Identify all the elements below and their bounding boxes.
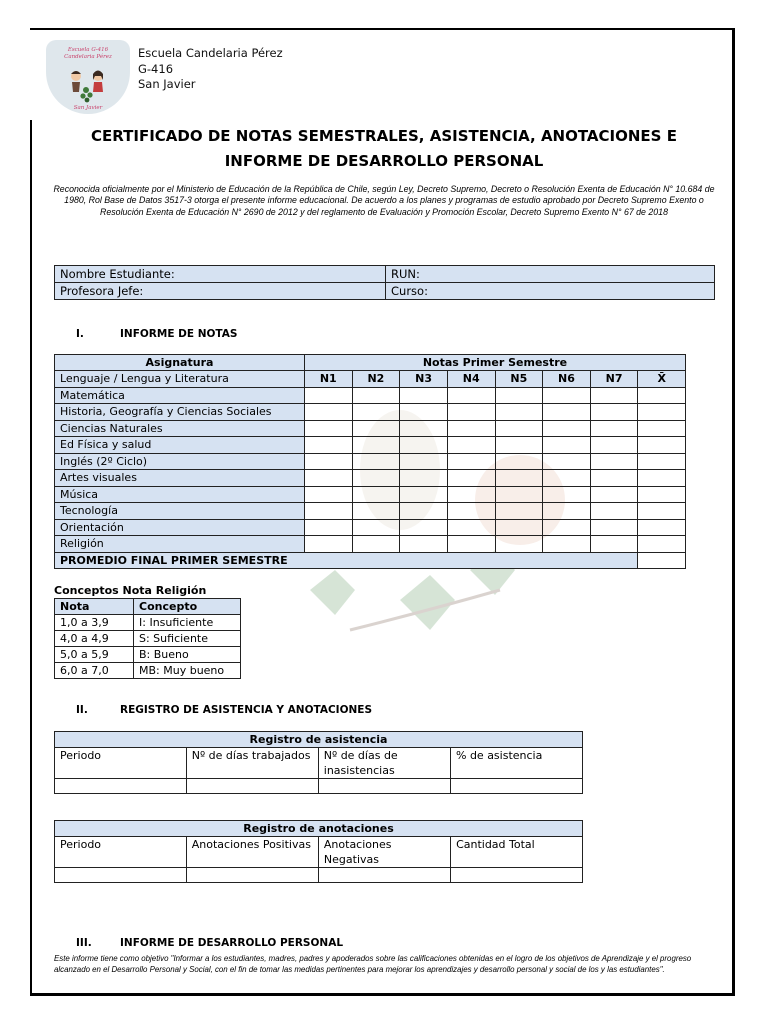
grade-cell[interactable] (590, 420, 638, 437)
grade-column-header: N2 (352, 371, 400, 388)
subject-name: Ciencias Naturales (55, 420, 305, 437)
grade-cell[interactable] (590, 470, 638, 487)
grade-rows (55, 387, 686, 552)
grade-cell[interactable] (543, 437, 591, 454)
teacher-label: Profesora Jefe: (55, 283, 386, 300)
annotations-cell[interactable] (451, 868, 583, 883)
grade-cell[interactable] (590, 404, 638, 421)
grade-cell[interactable] (495, 470, 543, 487)
grade-cell[interactable] (495, 420, 543, 437)
annotations-cell[interactable] (55, 868, 187, 883)
grade-cell[interactable] (638, 503, 686, 520)
grade-cell[interactable] (304, 486, 352, 503)
grade-row (55, 420, 686, 437)
grade-cell[interactable] (304, 420, 352, 437)
annotations-header-total: Cantidad Total (451, 837, 583, 868)
grade-cell[interactable] (638, 519, 686, 536)
grade-cell[interactable] (495, 453, 543, 470)
school-info (138, 46, 283, 93)
grade-cell[interactable] (638, 387, 686, 404)
attendance-cell[interactable] (55, 779, 187, 794)
grade-cell[interactable] (543, 486, 591, 503)
grade-cell[interactable] (590, 536, 638, 553)
subject-name: Historia, Geografía y Ciencias Sociales (55, 404, 305, 421)
subject-name: Orientación (55, 519, 305, 536)
grade-cell[interactable] (543, 453, 591, 470)
grade-cell[interactable] (638, 404, 686, 421)
annotations-header-negative: Anotaciones Negativas (318, 837, 450, 868)
grade-cell[interactable] (447, 470, 495, 487)
grade-cell[interactable] (638, 536, 686, 553)
subject-name: Ed Física y salud (55, 437, 305, 454)
grade-column-header: N1 (304, 371, 352, 388)
grade-cell[interactable] (304, 536, 352, 553)
grade-row (55, 519, 686, 536)
grade-cell[interactable] (352, 503, 400, 520)
grade-cell[interactable] (400, 420, 448, 437)
title-line-1: CERTIFICADO DE NOTAS SEMESTRALES, ASISTENCIA, ANOTACIONES E (91, 127, 677, 145)
grade-row (55, 437, 686, 454)
grade-cell[interactable] (352, 536, 400, 553)
section-3-title: INFORME DE DESARROLLO PERSONAL (120, 937, 344, 949)
annotations-cell[interactable] (318, 868, 450, 883)
grade-cell[interactable] (495, 486, 543, 503)
grade-cell[interactable] (400, 404, 448, 421)
section-2-title: REGISTRO DE ASISTENCIA Y ANOTACIONES (120, 704, 373, 716)
section-1-heading (76, 328, 237, 340)
grade-cell[interactable] (495, 404, 543, 421)
concepts-title: Conceptos Nota Religión (54, 584, 207, 597)
grade-cell[interactable] (638, 470, 686, 487)
annotations-cell[interactable] (186, 868, 318, 883)
grade-cell[interactable] (590, 503, 638, 520)
subject-name: Inglés (2º Ciclo) (55, 453, 305, 470)
subject-name: Tecnología (55, 503, 305, 520)
subject-name: Artes visuales (55, 470, 305, 487)
grade-cell[interactable] (304, 519, 352, 536)
grade-cell[interactable] (590, 486, 638, 503)
grade-cell[interactable] (304, 503, 352, 520)
logo-text-bottom: San Javier (73, 105, 103, 111)
concept-range: 6,0 a 7,0 (55, 663, 134, 679)
logo-text-mid: Candelaria Pérez (64, 54, 112, 60)
concept-label: S: Suficiente (134, 631, 241, 647)
grade-cell[interactable] (543, 387, 591, 404)
grade-cell[interactable] (543, 519, 591, 536)
grade-cell[interactable] (495, 503, 543, 520)
grade-cell[interactable] (304, 470, 352, 487)
final-average-cell[interactable] (638, 552, 686, 569)
concept-label: MB: Muy bueno (134, 663, 241, 679)
grade-cell[interactable] (590, 437, 638, 454)
grade-cell[interactable] (495, 519, 543, 536)
grade-cell[interactable] (495, 387, 543, 404)
grade-cell[interactable] (400, 437, 448, 454)
grade-cell[interactable] (447, 420, 495, 437)
grade-row (55, 387, 686, 404)
grade-cell[interactable] (495, 536, 543, 553)
section-3-number: III. (76, 937, 92, 949)
section-3-heading (76, 937, 343, 949)
annotations-table (54, 820, 583, 883)
attendance-cell[interactable] (318, 779, 450, 794)
section-2-number: II. (76, 704, 88, 716)
grade-column-header: N6 (543, 371, 591, 388)
school-name: Escuela Candelaria Pérez (138, 46, 283, 60)
grade-cell[interactable] (304, 404, 352, 421)
grade-cell[interactable] (400, 503, 448, 520)
student-name-label: Nombre Estudiante: (55, 266, 386, 283)
grade-cell[interactable] (590, 453, 638, 470)
annotations-title: Registro de anotaciones (55, 821, 583, 837)
grade-row (55, 453, 686, 470)
grade-cell[interactable] (400, 519, 448, 536)
grade-cell[interactable] (304, 387, 352, 404)
grade-row (55, 486, 686, 503)
grade-row (55, 470, 686, 487)
attendance-cell[interactable] (186, 779, 318, 794)
grade-cell[interactable] (638, 437, 686, 454)
grade-cell[interactable] (352, 437, 400, 454)
semester-header: Notas Primer Semestre (304, 355, 685, 371)
grade-column-header: N4 (447, 371, 495, 388)
grade-cell[interactable] (352, 420, 400, 437)
attendance-header-days-worked: Nº de días trabajados (186, 748, 318, 779)
grade-cell[interactable] (495, 437, 543, 454)
grade-row (55, 404, 686, 421)
attendance-cell[interactable] (451, 779, 583, 794)
grade-cell[interactable] (304, 453, 352, 470)
title-line-2: INFORME DE DESARROLLO PERSONAL (224, 152, 544, 170)
grade-cell[interactable] (638, 453, 686, 470)
development-report-text: Este informe tiene como objetivo "Informar a los estudiantes, madres, padres y apoderados sobre las calificaciones obtenidas en el logro de los objetivos de Aprendizaje y el progreso alcanzado en el Desarrollo Personal y Social, con el fin de tomar las medidas pertinentes para mejorar los aprendizajes y desarrollo personal y social de los y las estudiantes". (54, 954, 692, 974)
grade-cell[interactable] (400, 470, 448, 487)
grade-cell[interactable] (447, 453, 495, 470)
annotations-header-period: Periodo (55, 837, 187, 868)
grade-cell[interactable] (447, 503, 495, 520)
concept-range: 1,0 a 3,9 (55, 615, 134, 631)
grade-cell[interactable] (447, 486, 495, 503)
grade-cell[interactable] (543, 404, 591, 421)
grade-cell[interactable] (543, 470, 591, 487)
grade-row (55, 503, 686, 520)
grade-column-header: N7 (590, 371, 638, 388)
grade-row (55, 536, 686, 553)
grade-cell[interactable] (447, 404, 495, 421)
legal-recognition-text: Reconocida oficialmente por el Ministerio de Educación de la República de Chile, según Ley, Decreto Supremo, Decreto o Resolución Exenta de Educación N° 10.684 de 1980, Rol Base de Datos 3517-3 otorga el presente informe educacional. De acuerdo a los planes y programas de estudio aprobado por Decreto Supremo Exento o Resolución Exenta de Educación N° 2690 de 2012 y del reglamento de Evaluación y Promoción Escolar, Decreto Supremo Exento N° 67 de 2018 (53, 184, 715, 217)
run-label: RUN: (386, 266, 715, 283)
grade-cell[interactable] (447, 519, 495, 536)
grade-cell[interactable] (543, 420, 591, 437)
grade-cell[interactable] (352, 486, 400, 503)
grade-column-header: N3 (400, 371, 448, 388)
concept-range: 5,0 a 5,9 (55, 647, 134, 663)
course-label: Curso: (386, 283, 715, 300)
subject-name: Religión (55, 536, 305, 553)
average-column-header: X̄ (638, 371, 686, 388)
grade-cell[interactable] (590, 519, 638, 536)
grade-cell[interactable] (543, 536, 591, 553)
final-average-label: PROMEDIO FINAL PRIMER SEMESTRE (55, 552, 638, 569)
concepts-header-concept: Concepto (134, 599, 241, 615)
grades-table (54, 354, 686, 569)
school-city: San Javier (138, 77, 196, 91)
grade-cell[interactable] (447, 387, 495, 404)
grade-cell[interactable] (543, 503, 591, 520)
grade-cell[interactable] (400, 486, 448, 503)
grade-cell[interactable] (590, 387, 638, 404)
document-title (52, 124, 716, 174)
grade-cell[interactable] (352, 404, 400, 421)
concepts-header-grade: Nota (55, 599, 134, 615)
concept-range: 4,0 a 4,9 (55, 631, 134, 647)
attendance-header-percent: % de asistencia (451, 748, 583, 779)
subject-name: Matemática (55, 387, 305, 404)
school-code: G-416 (138, 61, 174, 76)
grade-cell[interactable] (304, 437, 352, 454)
attendance-title: Registro de asistencia (55, 732, 583, 748)
concept-label: I: Insuficiente (134, 615, 241, 631)
grade-cell[interactable] (400, 387, 448, 404)
grade-cell[interactable] (352, 453, 400, 470)
attendance-header-period: Periodo (55, 748, 187, 779)
grade-cell[interactable] (352, 519, 400, 536)
grade-cell[interactable] (638, 420, 686, 437)
grade-cell[interactable] (447, 536, 495, 553)
subject-name: Música (55, 486, 305, 503)
section-1-title: INFORME DE NOTAS (120, 328, 238, 340)
subject-name: Lenguaje / Lengua y Literatura (55, 371, 305, 388)
subject-header: Asignatura (55, 355, 305, 371)
section-2-heading (76, 704, 372, 716)
grade-cell[interactable] (352, 387, 400, 404)
grade-cell[interactable] (352, 470, 400, 487)
logo-text-top: Escuela G-416 (67, 47, 109, 53)
annotations-header-positive: Anotaciones Positivas (186, 837, 318, 868)
concept-label: B: Bueno (134, 647, 241, 663)
attendance-table (54, 731, 583, 794)
grade-cell[interactable] (400, 453, 448, 470)
religion-concepts-table (54, 598, 241, 679)
grade-cell[interactable] (447, 437, 495, 454)
grade-cell[interactable] (638, 486, 686, 503)
grade-cell[interactable] (400, 536, 448, 553)
grade-column-header: N5 (495, 371, 543, 388)
attendance-header-days-absent: Nº de días de inasistencias (318, 748, 450, 779)
section-1-number: I. (76, 328, 84, 340)
student-info-table (54, 265, 715, 300)
